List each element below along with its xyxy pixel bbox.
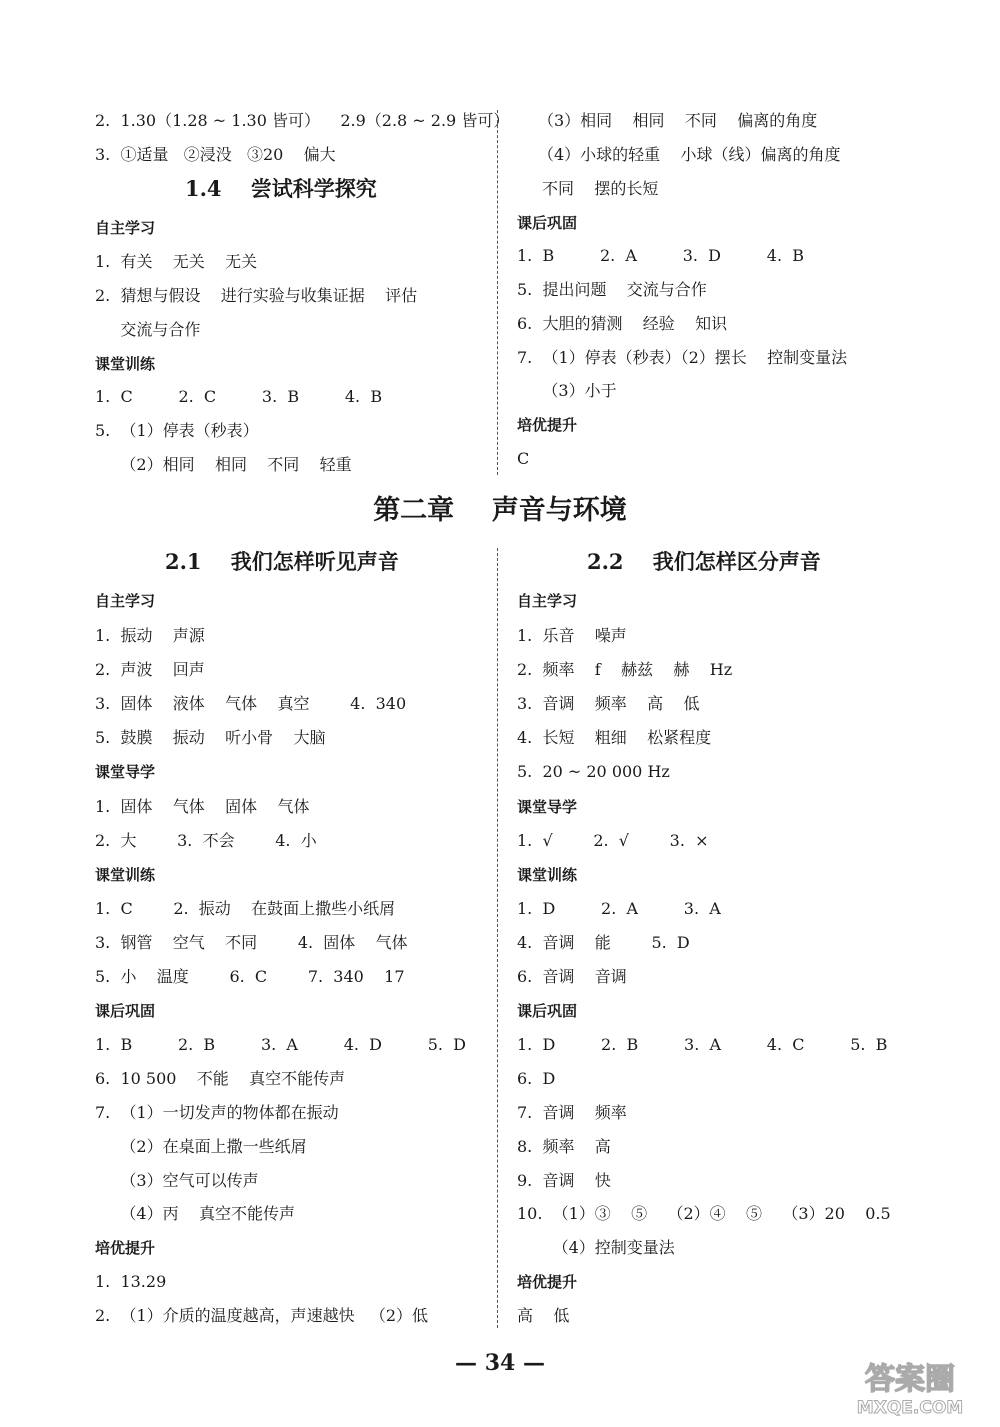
heading-peiyou-tisheng: 培优提升	[95, 1239, 156, 1257]
heading-ketang-daoxue: 课堂导学	[95, 763, 156, 781]
answer-line: 1. √ 2. √ 3. ×	[517, 831, 709, 850]
watermark-logo	[830, 1355, 990, 1417]
answer-line: 5. 20 ~ 20 000 Hz	[517, 762, 670, 781]
answer-line: 3. ①适量 ②浸没 ③20 偏大	[95, 145, 336, 164]
heading-kehou-gonggu: 课后巩固	[95, 1002, 156, 1020]
heading-zizhu: 自主学习	[95, 219, 156, 237]
heading-ketang-xunlian: 课堂训练	[95, 866, 156, 884]
heading-ketang-daoxue: 课堂导学	[517, 798, 578, 816]
watermark-logo-icon	[830, 1355, 990, 1417]
heading-zizhu: 自主学习	[517, 592, 578, 610]
answer-line: 1. D 2. A 3. A	[517, 899, 721, 918]
answer-line: 10. （1）③ ⑤ （2）④ ⑤ （3）20 0.5	[517, 1204, 891, 1223]
answer-line: 3. 钢管 空气 不同 4. 固体 气体	[95, 933, 408, 952]
answer-line: 2. 1.30（1.28 ~ 1.30 皆可） 2.9（2.8 ~ 2.9 皆可）	[95, 111, 510, 130]
answer-line: 5. 提出问题 交流与合作	[517, 280, 707, 299]
answer-line: 4. 音调 能 5. D	[517, 933, 690, 952]
page-number: — 34 —	[455, 1350, 545, 1376]
answer-line: 1. 有关 无关 无关	[95, 252, 258, 271]
column-divider	[497, 110, 498, 475]
answer-line: 6. 音调 音调	[517, 967, 627, 986]
heading-peiyou-tisheng: 培优提升	[517, 1273, 578, 1291]
answer-line: 不同 摆的长短	[542, 179, 659, 198]
heading-kehou-gonggu: 课后巩固	[517, 214, 578, 232]
answer-line: 1. D 2. B 3. A 4. C 5. B	[517, 1035, 888, 1054]
answer-line: 2. 声波 回声	[95, 660, 205, 679]
answer-line: （3）小于	[517, 381, 617, 400]
answer-line: 交流与合作	[95, 320, 201, 339]
column-divider	[497, 548, 498, 1328]
answer-line: （3）相同 相同 不同 偏离的角度	[538, 111, 818, 130]
answer-line: （3）空气可以传声	[95, 1171, 259, 1190]
answer-line: 1. 13.29	[95, 1272, 167, 1291]
answer-line: （2）相同 相同 不同 轻重	[95, 455, 352, 474]
answer-line: 1. 固体 气体 固体 气体	[95, 797, 310, 816]
answer-line: 1. C 2. C 3. B 4. B	[95, 387, 383, 406]
watermark-url: MXQE.COM	[856, 1398, 964, 1417]
answer-line: C	[517, 449, 530, 468]
answer-line: 1. C 2. 振动 在鼓面上撒些小纸屑	[95, 899, 396, 918]
answer-line: 高 低	[517, 1306, 570, 1325]
answer-line: 5. 鼓膜 振动 听小骨 大脑	[95, 728, 326, 747]
answer-line: 1. 振动 声源	[95, 626, 205, 645]
answer-line: 1. 乐音 噪声	[517, 626, 627, 645]
chapter-title: 第二章 声音与环境	[373, 495, 627, 526]
section-title-1-4: 1.4 尝试科学探究	[185, 176, 377, 201]
heading-kehou-gonggu: 课后巩固	[517, 1002, 578, 1020]
heading-zizhu: 自主学习	[95, 592, 156, 610]
answer-line: 6. 10 500 不能 真空不能传声	[95, 1069, 346, 1088]
heading-ketang-xunlian: 课堂训练	[517, 866, 578, 884]
answer-line: 2. 猜想与假设 进行实验与收集证据 评估	[95, 286, 418, 305]
answer-line: 8. 频率 高	[517, 1137, 611, 1156]
answer-line: 4. 长短 粗细 松紧程度	[517, 728, 712, 747]
answer-line: （4）小球的轻重 小球（线）偏离的角度	[538, 145, 841, 164]
section-title-2-1: 2.1 我们怎样听见声音	[165, 549, 399, 574]
section-title-2-2: 2.2 我们怎样区分声音	[587, 549, 821, 574]
answer-line: 2. （1）介质的温度越高，声速越快 （2）低	[95, 1306, 429, 1325]
answer-line: 2. 大 3. 不会 4. 小	[95, 831, 317, 850]
answer-line: 9. 音调 快	[517, 1171, 611, 1190]
answer-line: 1. B 2. A 3. D 4. B	[517, 246, 804, 265]
heading-ketang-xunlian: 课堂训练	[95, 355, 156, 373]
watermark-text: 答案圈	[865, 1362, 955, 1397]
answer-line: 3. 固体 液体 气体 真空 4. 340	[95, 694, 407, 713]
answer-line: 6. 大胆的猜测 经验 知识	[517, 314, 728, 333]
answer-line: 3. 音调 频率 高 低	[517, 694, 700, 713]
answer-line: 6. D	[517, 1069, 556, 1088]
answer-line: （4）丙 真空不能传声	[95, 1204, 295, 1223]
answer-line: （4）控制变量法	[517, 1238, 675, 1257]
answer-line: 1. B 2. B 3. A 4. D 5. D	[95, 1035, 467, 1054]
heading-peiyou-tisheng: 培优提升	[517, 416, 578, 434]
answer-line: 7. （1）一切发声的物体都在振动	[95, 1103, 339, 1122]
answer-line: 7. 音调 频率	[517, 1103, 627, 1122]
answer-line: 5. （1）停表（秒表）	[95, 421, 259, 440]
answer-line: 5. 小 温度 6. C 7. 340 17	[95, 967, 405, 986]
answer-line: 2. 频率 f 赫兹 赫 Hz	[517, 660, 733, 679]
answer-line: 7. （1）停表（秒表）（2）摆长 控制变量法	[517, 348, 848, 367]
answer-line: （2）在桌面上撒一些纸屑	[95, 1137, 307, 1156]
